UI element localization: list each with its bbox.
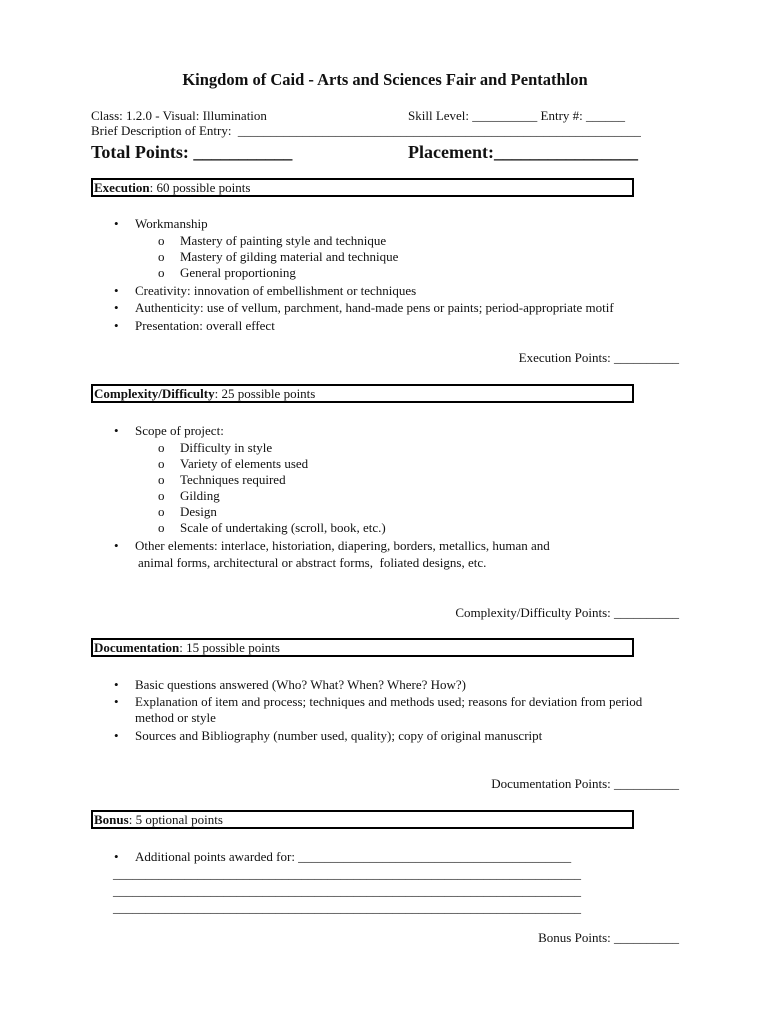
blank-line: ________________________________________________________________________ bbox=[113, 900, 581, 915]
bullet-icon: • bbox=[114, 283, 119, 298]
list-item: Other elements: interlace, historiation, diapering, borders, metallics, human and bbox=[135, 538, 550, 553]
sub-bullet-icon: o bbox=[158, 504, 165, 519]
bonus-heading-rest: : 5 optional points bbox=[128, 812, 223, 827]
list-item: Workmanship bbox=[135, 216, 208, 231]
documentation-heading-box bbox=[91, 638, 634, 657]
sub-list-item: Variety of elements used bbox=[180, 456, 309, 471]
complexity-heading-box bbox=[91, 384, 634, 403]
sub-list-item: Design bbox=[180, 504, 217, 519]
bullet-icon: • bbox=[114, 318, 119, 333]
documentation-heading-rest: : 15 possible points bbox=[179, 640, 280, 655]
sub-bullet-icon: o bbox=[158, 472, 165, 487]
bullet-icon: • bbox=[114, 216, 119, 231]
sub-list-item: Mastery of painting style and technique bbox=[180, 233, 387, 248]
list-item-continuation: method or style bbox=[135, 710, 216, 725]
list-item: Authenticity: use of vellum, parchment, hand-made pens or paints; period-appropriate motif bbox=[135, 300, 614, 315]
placement-line: Placement:________________ bbox=[408, 142, 638, 162]
list-item: Scope of project: bbox=[135, 423, 224, 438]
list-item: Sources and Bibliography (number used, quality); copy of original manuscript bbox=[135, 728, 543, 743]
sub-bullet-icon: o bbox=[158, 456, 165, 471]
documentation-heading: Documentation bbox=[94, 640, 180, 655]
bonus-heading-box bbox=[91, 810, 634, 829]
sub-list-item: Difficulty in style bbox=[180, 440, 273, 455]
sub-bullet-icon: o bbox=[158, 233, 165, 248]
bullet-icon: • bbox=[114, 694, 119, 709]
description-line: Brief Description of Entry: ______________________________________________________________ bbox=[91, 123, 641, 138]
blank-line: ________________________________________________________________________ bbox=[113, 866, 581, 881]
list-item: Additional points awarded for: __________________________________________ bbox=[135, 849, 572, 864]
bullet-icon: • bbox=[114, 849, 119, 864]
list-item: Basic questions answered (Who? What? When? Where? How?) bbox=[135, 677, 467, 692]
list-item: Explanation of item and process; techniques and methods used; reasons for deviation from period bbox=[135, 694, 643, 709]
blank-line: ________________________________________________________________________ bbox=[113, 883, 581, 898]
bonus-heading: Bonus bbox=[94, 812, 129, 827]
bullet-icon: • bbox=[114, 300, 119, 315]
sub-list-item: General proportioning bbox=[180, 265, 296, 280]
sub-bullet-icon: o bbox=[158, 520, 165, 535]
total-points-line: Total Points: ___________ bbox=[91, 142, 293, 162]
sub-list-item: Techniques required bbox=[180, 472, 286, 487]
sub-bullet-icon: o bbox=[158, 265, 165, 280]
sub-list-item: Scale of undertaking (scroll, book, etc.) bbox=[180, 520, 386, 535]
execution-heading-box bbox=[91, 178, 634, 197]
skill-entry-line: Skill Level: __________ Entry #: ______ bbox=[408, 108, 626, 123]
bullet-icon: • bbox=[114, 677, 119, 692]
execution-heading-rest: : 60 possible points bbox=[149, 180, 251, 195]
list-item: Presentation: overall effect bbox=[135, 318, 275, 333]
sub-bullet-icon: o bbox=[158, 440, 165, 455]
complexity-heading: Complexity/Difficulty bbox=[94, 386, 215, 401]
list-item-continuation: animal forms, architectural or abstract forms, foliated designs, etc. bbox=[138, 555, 487, 570]
complexity-heading-rest: : 25 possible points bbox=[214, 386, 316, 401]
sub-list-item: Gilding bbox=[180, 488, 220, 503]
sub-list-item: Mastery of gilding material and technique bbox=[180, 249, 399, 264]
sub-bullet-icon: o bbox=[158, 249, 165, 264]
bullet-icon: • bbox=[114, 538, 119, 553]
class-line: Class: 1.2.0 - Visual: Illumination bbox=[91, 108, 267, 123]
complexity-points-line: Complexity/Difficulty Points: __________ bbox=[455, 605, 679, 620]
bonus-points-line: Bonus Points: __________ bbox=[538, 930, 679, 945]
bullet-icon: • bbox=[114, 423, 119, 438]
documentation-points-line: Documentation Points: __________ bbox=[491, 776, 679, 791]
execution-heading: Execution bbox=[94, 180, 150, 195]
page-title: Kingdom of Caid - Arts and Sciences Fair and Pentathlon bbox=[182, 70, 588, 89]
list-item: Creativity: innovation of embellishment or techniques bbox=[135, 283, 417, 298]
sub-bullet-icon: o bbox=[158, 488, 165, 503]
execution-points-line: Execution Points: __________ bbox=[518, 350, 679, 365]
bullet-icon: • bbox=[114, 728, 119, 743]
